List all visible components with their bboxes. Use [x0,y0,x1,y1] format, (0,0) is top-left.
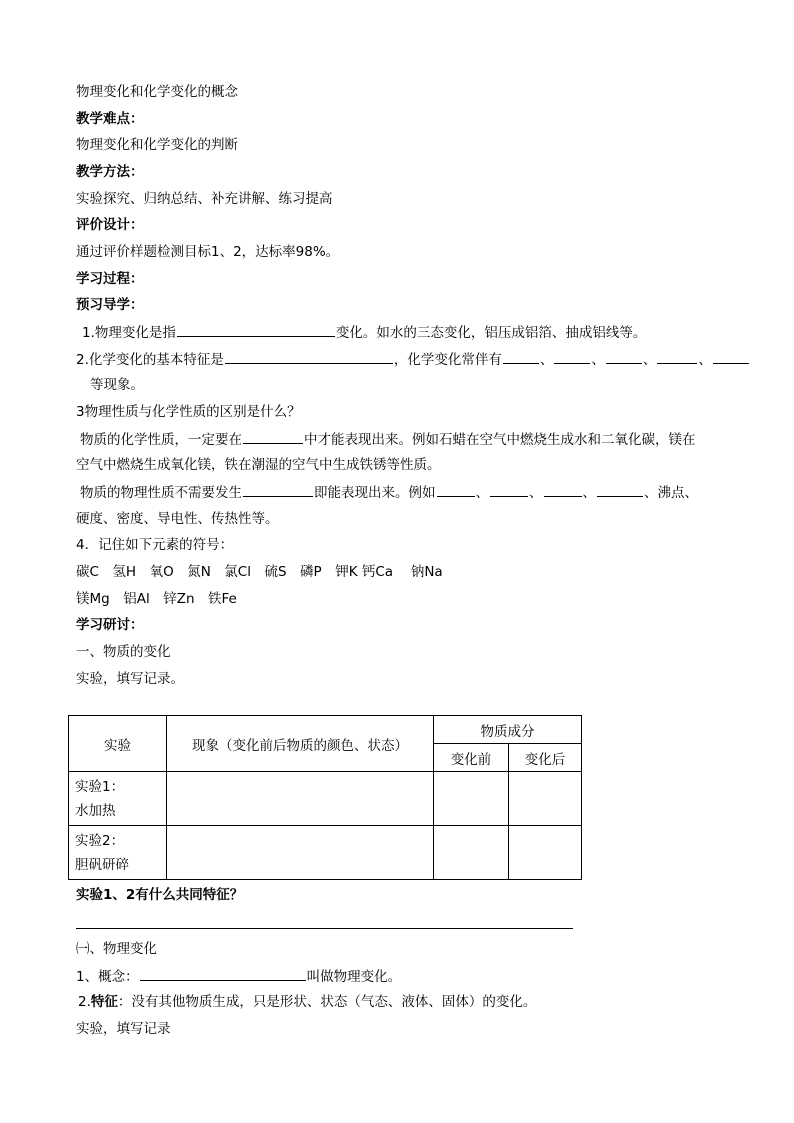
cell-after[interactable] [509,826,582,880]
question-common-feature: 实验1、2有什么共同特征？ [76,887,244,903]
q3-phys-mid: 即能表现出来。例如 [314,485,436,501]
q2-prefix: 2.化学变化的基本特征是 [76,352,224,368]
feature-line [78,992,536,1012]
heading-preview: 预习导学： [76,297,144,313]
header-before: 变化前 [434,744,509,772]
q3-chem-prefix: 物质的化学性质，一定要在 [80,432,242,448]
question-3: 3物理性质与化学性质的区别是什么？ [76,404,301,420]
q3-chem-suffix: 中才能表现出来。例如石蜡在空气中燃烧生成水和二氧化碳，镁在 [304,432,696,448]
q1-suffix: 变化。如水的三态变化，铝压成铝箔、抽成铝线等。 [335,325,647,341]
section-change: 一、物质的变化 [76,644,171,660]
heading-difficulty: 教学难点： [76,111,144,127]
q2-blank-4[interactable] [606,349,642,364]
cell-before[interactable] [434,772,509,826]
row-label [69,826,167,880]
feature-text: ：没有其他物质生成，只是形状、状态（气态、液体、固体）的变化。 [117,994,537,1010]
concept-prefix: 1、概念： [76,969,139,985]
line-judgement: 物理变化和化学变化的判断 [76,137,238,153]
q2-blank-3[interactable] [554,349,590,364]
table-row [69,826,582,880]
element-symbols-2: 镁Mg 铝Al 锌Zn 铁Fe [76,591,237,607]
sep: 、 [591,352,605,368]
instruction-record-2: 实验，填写记录 [76,1021,171,1037]
q3-phys-blank-4[interactable] [544,482,582,497]
header-after: 变化后 [509,744,582,772]
q2-mid: ，化学变化常伴有 [393,352,502,368]
line-methods: 实验探究、归纳总结、补充讲解、练习提高 [76,191,333,207]
cell-phenomenon[interactable] [167,772,434,826]
q2-blank-6[interactable] [713,349,749,364]
heading-process: 学习过程： [76,271,144,287]
sep: 、 [698,352,712,368]
header-composition: 物质成分 [434,716,582,744]
row-label-line-1: 实验1： [75,778,125,795]
q2-blank-5[interactable] [657,349,697,364]
q2-tail: 等现象。 [90,377,144,393]
heading-study: 学习研讨： [76,617,144,633]
row-label-line-2: 胆矾研碎 [75,856,129,873]
q1-blank[interactable] [177,322,335,337]
experiment-table [68,715,582,880]
q3-chem-line [80,429,696,450]
q3-phys-line-2: 硬度、密度、导电性、传热性等。 [76,511,279,527]
element-symbols-1: 碳C 氢H 氧O 氮N 氯Cl 硫S 磷P 钾K 钙Ca 钠Na [76,564,443,580]
cell-before[interactable] [434,826,509,880]
q3-phys-blank-1[interactable] [243,482,313,497]
table-row [69,772,582,826]
question-2 [76,349,750,370]
sep: 、 [642,352,657,368]
header-phenomenon: 现象（变化前后物质的颜色、状态） [167,716,434,772]
sep: 、 [529,485,543,501]
concept-blank[interactable] [140,966,306,981]
question-4: 4．记住如下元素的符号： [76,537,234,553]
answer-line[interactable] [76,928,573,929]
feature-label: 特征 [90,994,118,1010]
section-physical-change: ㈠、物理变化 [76,941,157,957]
row-label-line-1: 实验2： [75,832,125,849]
question-1 [82,322,646,343]
line-concept: 物理变化和化学变化的概念 [76,84,238,100]
concept-suffix: 叫做物理变化。 [306,969,402,985]
header-experiment: 实验 [69,716,167,772]
line-evaluation: 通过评价样题检测目标1、2，达标率98%。 [76,244,340,260]
q2-blank-1[interactable] [225,349,393,364]
sep: 、 [539,352,554,368]
cell-phenomenon[interactable] [167,826,434,880]
sep: 、 [475,485,489,501]
row-label-line-2: 水加热 [75,802,116,819]
cell-after[interactable] [509,772,582,826]
q3-phys-line [80,482,698,503]
heading-evaluation: 评价设计： [76,217,144,233]
q3-chem-blank[interactable] [243,429,303,444]
q3-phys-blank-5[interactable] [597,482,643,497]
q3-phys-blank-2[interactable] [437,482,475,497]
row-label [69,772,167,826]
q2-blank-2[interactable] [503,349,539,364]
instruction-record: 实验，填写记录。 [76,671,184,687]
q1-prefix: 1.物理变化是指 [82,325,176,341]
q3-phys-blank-3[interactable] [490,482,528,497]
feature-number: 2. [78,994,91,1010]
q3-chem-line-2: 空气中燃烧生成氧化镁，铁在潮湿的空气中生成铁锈等性质。 [76,457,441,473]
concept-line [76,966,401,987]
q3-phys-suffix: 、沸点、 [644,485,698,501]
heading-method: 教学方法： [76,164,144,180]
q3-phys-prefix: 物质的物理性质不需要发生 [80,485,242,501]
sep: 、 [582,485,596,501]
